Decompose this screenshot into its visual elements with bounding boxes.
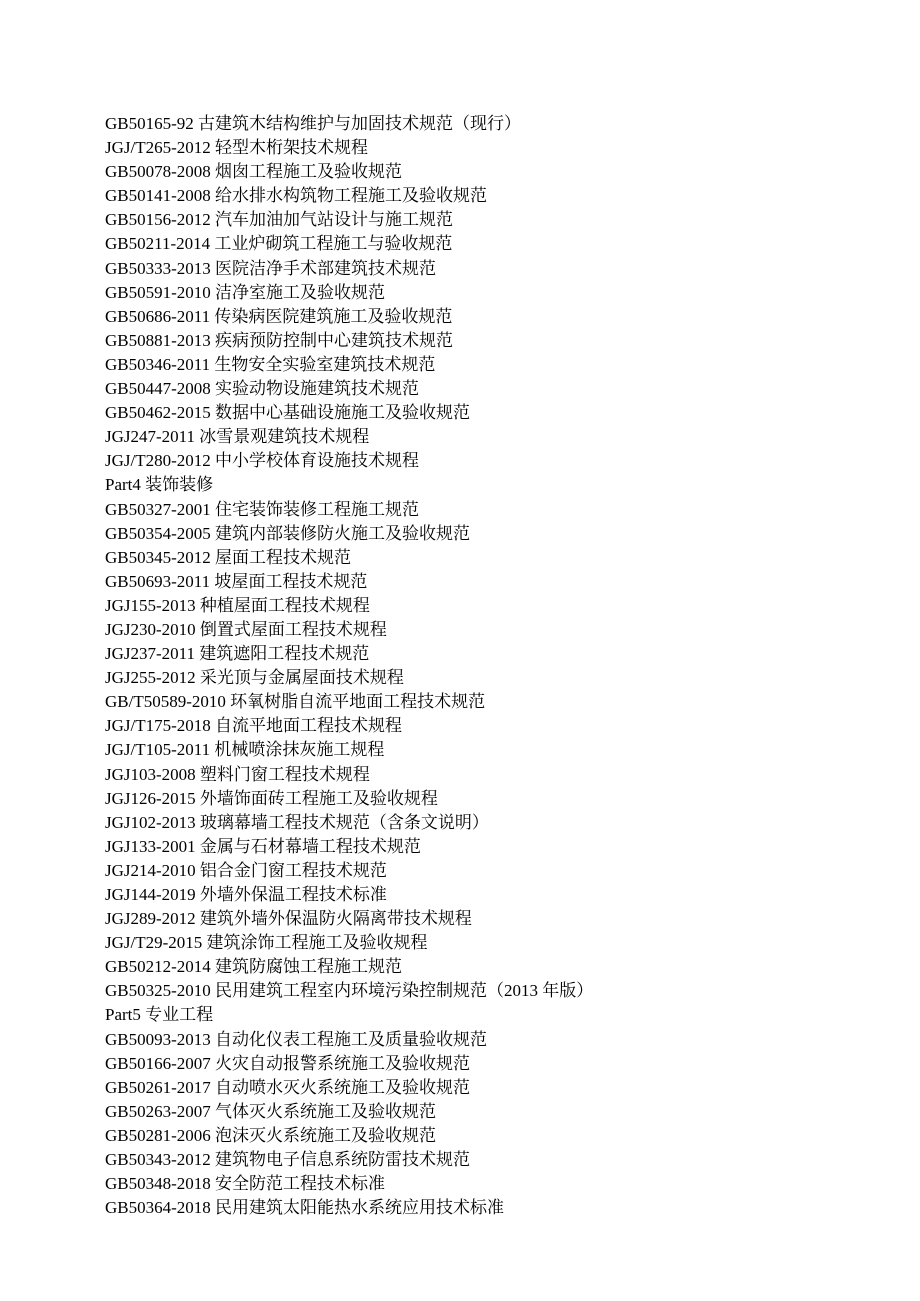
standard-entry: GB50156-2012 汽车加油加气站设计与施工规范 <box>105 210 454 230</box>
standard-entry: JGJ/T105-2011 机械喷涂抹灰施工规程 <box>105 740 385 760</box>
standard-entry: JGJ102-2013 玻璃幕墙工程技术规范（含条文说明） <box>105 812 489 832</box>
standard-entry: GB50263-2007 气体灭火系统施工及验收规范 <box>105 1101 437 1121</box>
standard-entry: GB50141-2008 给水排水构筑物工程施工及验收规范 <box>105 186 488 206</box>
standard-entry: JGJ255-2012 采光顶与金属屋面技术规程 <box>105 668 404 688</box>
standard-entry: JGJ/T175-2018 自流平地面工程技术规程 <box>105 716 403 736</box>
standard-entry: GB50447-2008 实验动物设施建筑技术规范 <box>105 379 420 399</box>
standard-entry: GB50165-92 古建筑木结构维护与加固技术规范（现行） <box>105 114 522 133</box>
standard-entry: GB50346-2011 生物安全实验室建筑技术规范 <box>105 354 436 374</box>
standard-entry: GB50364-2018 民用建筑太阳能热水系统应用技术标准 <box>105 1198 505 1218</box>
section-heading: Part4 装饰装修 <box>105 475 214 495</box>
standard-entry: JGJ133-2001 金属与石材幕墙工程技术规范 <box>105 836 421 856</box>
standard-entry: JGJ144-2019 外墙外保温工程技术标准 <box>105 885 387 904</box>
standard-entry: JGJ126-2015 外墙饰面砖工程施工及验收规程 <box>105 788 438 808</box>
standard-entry: GB50078-2008 烟囱工程施工及验收规范 <box>105 162 403 182</box>
standard-entry: JGJ237-2011 建筑遮阳工程技术规范 <box>105 644 370 664</box>
standard-entry: JGJ155-2013 种植屋面工程技术规程 <box>105 595 370 615</box>
standard-entry: GB50343-2012 建筑物电子信息系统防雷技术规范 <box>105 1150 471 1170</box>
standard-entry: GB50281-2006 泡沫灭火系统施工及验收规范 <box>105 1125 437 1145</box>
standard-entry: GB50211-2014 工业炉砌筑工程施工与验收规范 <box>105 234 453 254</box>
standard-entry: GB50333-2013 医院洁净手术部建筑技术规范 <box>105 258 437 278</box>
standard-entry: JGJ289-2012 建筑外墙外保温防火隔离带技术规程 <box>105 909 472 929</box>
standards-list <box>105 112 885 1220</box>
standard-entry: GB50354-2005 建筑内部装修防火施工及验收规范 <box>105 523 471 543</box>
standard-entry: JGJ/T29-2015 建筑涂饰工程施工及验收规程 <box>105 933 428 953</box>
standard-entry: GB50345-2012 屋面工程技术规范 <box>105 547 352 567</box>
standard-entry: GB/T50589-2010 环氧树脂自流平地面工程技术规范 <box>105 692 486 712</box>
standard-entry: GB50591-2010 洁净室施工及验收规范 <box>105 282 386 302</box>
standard-entry: GB50093-2013 自动化仪表工程施工及质量验收规范 <box>105 1029 488 1049</box>
standard-entry: JGJ103-2008 塑料门窗工程技术规程 <box>105 764 370 784</box>
standard-entry: JGJ214-2010 铝合金门窗工程技术规范 <box>105 860 387 880</box>
standard-entry: JGJ230-2010 倒置式屋面工程技术规程 <box>105 619 387 639</box>
standard-entry: JGJ247-2011 冰雪景观建筑技术规程 <box>105 427 370 447</box>
standard-entry: GB50325-2010 民用建筑工程室内环境污染控制规范（2013 年版） <box>105 981 594 1001</box>
standard-entry: GB50693-2011 坡屋面工程技术规范 <box>105 571 368 591</box>
standard-entry: JGJ/T265-2012 轻型木桁架技术规程 <box>105 138 369 158</box>
standard-entry: GB50327-2001 住宅装饰装修工程施工规范 <box>105 499 420 519</box>
section-heading: Part5 专业工程 <box>105 1005 214 1025</box>
standard-entry: GB50348-2018 安全防范工程技术标准 <box>105 1174 386 1194</box>
standard-entry: GB50166-2007 火灾自动报警系统施工及验收规范 <box>105 1053 471 1073</box>
standard-entry: GB50212-2014 建筑防腐蚀工程施工规范 <box>105 957 403 977</box>
standard-entry: GB50686-2011 传染病医院建筑施工及验收规范 <box>105 306 453 326</box>
standard-entry: GB50462-2015 数据中心基础设施施工及验收规范 <box>105 403 471 423</box>
standard-entry: GB50261-2017 自动喷水灭火系统施工及验收规范 <box>105 1077 471 1097</box>
standard-entry: JGJ/T280-2012 中小学校体育设施技术规程 <box>105 451 420 471</box>
standard-entry: GB50881-2013 疾病预防控制中心建筑技术规范 <box>105 330 454 350</box>
